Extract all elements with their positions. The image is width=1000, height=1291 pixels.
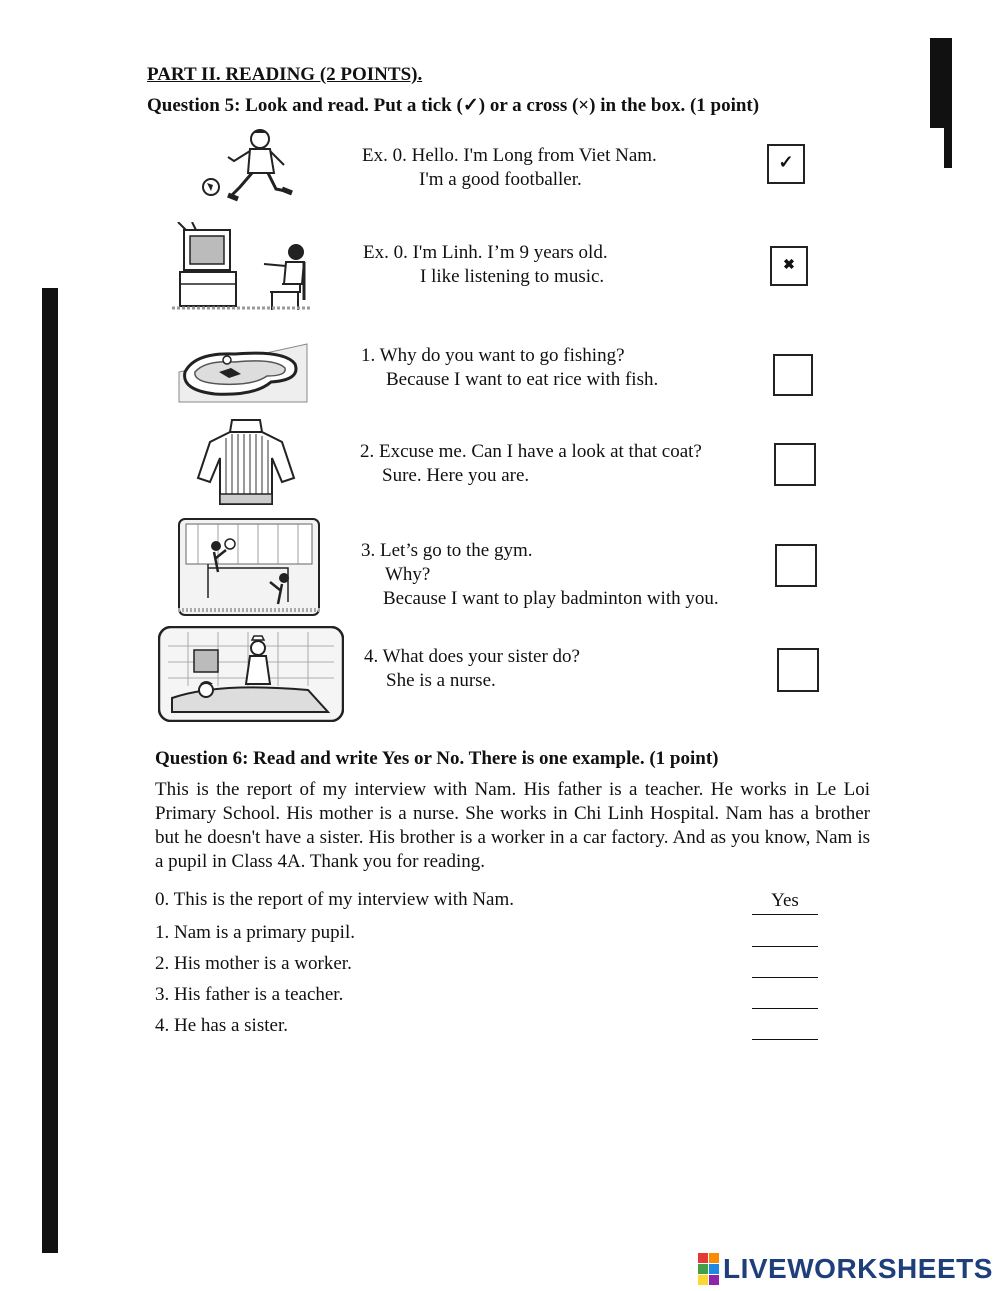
logo-square	[698, 1253, 708, 1263]
q5-row-0-line1: Ex. 0. Hello. I'm Long from Viet Nam.	[362, 145, 657, 166]
q5-row-2-text	[361, 344, 658, 392]
scan-edge-right-lower	[944, 128, 952, 168]
logo-square	[698, 1275, 708, 1285]
q6-answer-4[interactable]	[752, 1015, 818, 1040]
q6-answer-1[interactable]	[752, 922, 818, 947]
part-title: PART II. READING (2 POINTS).	[147, 64, 423, 85]
q5-row-5-line2: She is a nurse.	[386, 670, 496, 691]
q5-row-4-box[interactable]	[775, 544, 817, 587]
q5-row-1-line1: Ex. 0. I'm Linh. I’m 9 years old.	[363, 242, 608, 263]
scan-edge-left	[42, 288, 58, 1253]
question6-title: Question 6: Read and write Yes or No. There is one example. (1 point)	[155, 748, 719, 769]
q5-row-5-line1: 4. What does your sister do?	[364, 646, 580, 667]
q5-row-5-box[interactable]	[777, 648, 819, 692]
q6-statement-4: 4. He has a sister.	[155, 1015, 288, 1036]
q6-statement-0: 0. This is the report of my interview with Nam.	[155, 889, 515, 910]
q5-row-4-line2: Why?	[385, 564, 431, 585]
q5-row-1-text	[363, 241, 608, 289]
cross-mark: ✖	[783, 258, 795, 273]
sweater-picture	[196, 418, 296, 508]
q5-row-4-line1: 3. Let’s go to the gym.	[361, 540, 533, 561]
question6-passage: This is the report of my interview with Nam. His father is a teacher. He works in Le Loi Primary School. His mother is a nurse. She works in Chi Linh Hospital. Nam has a brother but he doesn't have a sister. His brother is a worker in a car factory. And as you know, Nam is a pupil in Class 4A. Thank you for reading.	[155, 779, 870, 872]
q6-answer-0: Yes	[752, 890, 818, 915]
logo-square	[698, 1264, 708, 1274]
liveworksheets-logo	[698, 1252, 993, 1286]
q5-row-3-line1: 2. Excuse me. Can I have a look at that coat?	[360, 441, 702, 462]
q6-answer-2[interactable]	[752, 953, 818, 978]
q5-row-3-box[interactable]	[774, 443, 816, 486]
q5-row-2-line1: 1. Why do you want to go fishing?	[361, 345, 625, 366]
boy-playing-football-picture	[198, 125, 298, 211]
logo-square	[709, 1264, 719, 1274]
q5-row-2-box[interactable]	[773, 354, 813, 396]
logo-text: LIVEWORKSHEETS	[723, 1253, 993, 1284]
q5-row-0-line2: I'm a good footballer.	[419, 169, 582, 190]
q5-row-0-text	[362, 144, 657, 192]
q5-row-1-box[interactable]	[770, 246, 808, 286]
q5-row-2-line2: Because I want to eat rice with fish.	[386, 369, 659, 390]
q5-row-0-box[interactable]	[767, 144, 805, 184]
question5-title: Question 5: Look and read. Put a tick (✓) or a cross (×) in the box. (1 point)	[147, 95, 760, 116]
q6-statement-1: 1. Nam is a primary pupil.	[155, 922, 355, 943]
q5-row-5-text	[364, 645, 580, 693]
girl-watching-tv-picture	[172, 222, 312, 314]
q5-row-1-line2: I like listening to music.	[420, 266, 605, 287]
logo-square	[709, 1253, 719, 1263]
scan-edge-right	[930, 38, 952, 128]
q6-statement-2: 2. His mother is a worker.	[155, 953, 352, 974]
q6-statement-3: 3. His father is a teacher.	[155, 984, 344, 1005]
nurse-hospital-picture	[158, 626, 344, 722]
swimming-pool-picture	[175, 338, 311, 408]
tick-mark: ✓	[778, 152, 794, 172]
q6-answer-3[interactable]	[752, 984, 818, 1009]
q5-row-3-line2: Sure. Here you are.	[382, 465, 530, 486]
q5-row-3-text	[360, 440, 702, 488]
q5-row-4-text	[361, 539, 719, 611]
logo-square	[709, 1275, 719, 1285]
q5-row-4-line3: Because I want to play badminton with you.	[383, 588, 719, 609]
logo-squares-icon	[698, 1253, 719, 1285]
badminton-gym-picture	[178, 518, 320, 616]
